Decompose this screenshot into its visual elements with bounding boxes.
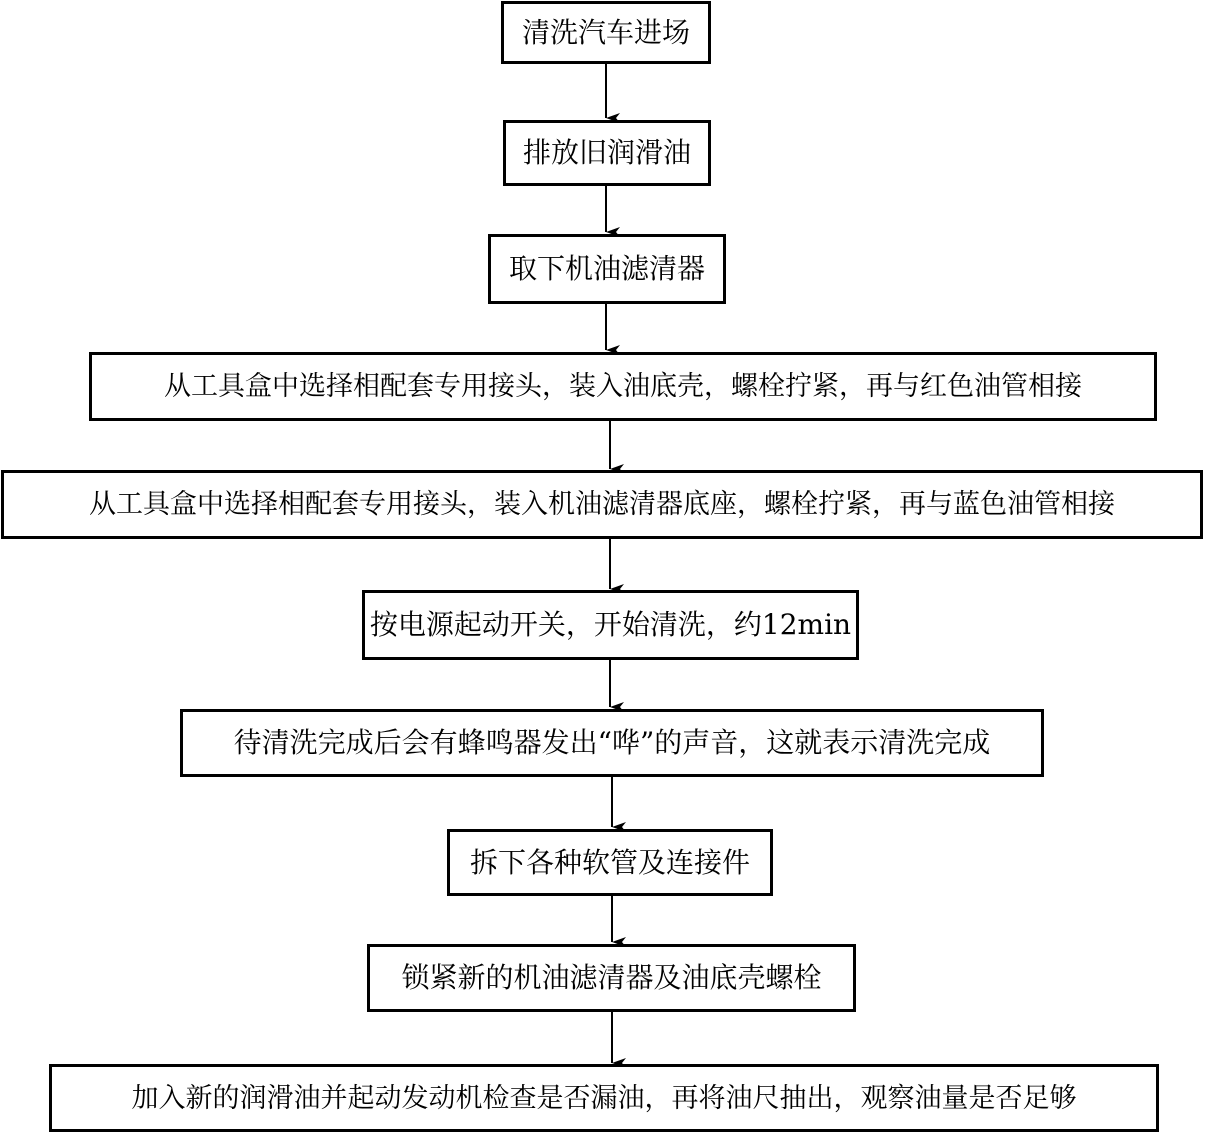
flow-step: 加入新的润滑油并起动发动机检查是否漏油，再将油尺抽出，观察油量是否足够 — [49, 1064, 1159, 1132]
flow-step: 锁紧新的机油滤清器及油底壳螺栓 — [367, 944, 856, 1012]
flow-step: 从工具盒中选择相配套专用接头，装入机油滤清器底座，螺栓拧紧，再与蓝色油管相接 — [1, 470, 1203, 539]
flow-step: 取下机油滤清器 — [488, 234, 726, 304]
flow-step: 待清洗完成后会有蜂鸣器发出“哗”的声音，这就表示清洗完成 — [180, 709, 1044, 777]
flow-step: 拆下各种软管及连接件 — [447, 829, 773, 896]
flow-step: 按电源起动开关，开始清洗，约12min — [362, 590, 859, 660]
flow-step: 排放旧润滑油 — [503, 120, 711, 186]
flow-step: 从工具盒中选择相配套专用接头，装入油底壳，螺栓拧紧，再与红色油管相接 — [89, 352, 1157, 421]
flow-step: 清洗汽车进场 — [501, 1, 711, 64]
